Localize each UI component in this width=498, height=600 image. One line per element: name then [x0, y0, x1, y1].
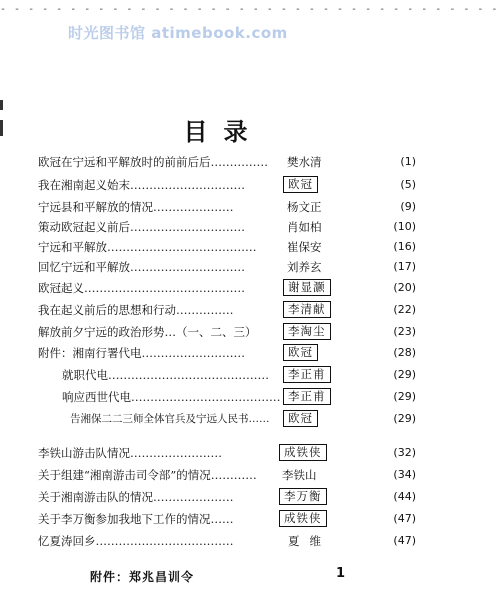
entry-title: 关于组建“湘南游击司令部”的情况…………: [38, 468, 257, 482]
toc-entry: [0, 258, 431, 276]
entry-page: (22): [393, 303, 416, 316]
entry-page: (5): [400, 178, 416, 191]
entry-title: 宁远和平解放…………………………………: [38, 240, 257, 254]
entry-author-stamp: 欧冠: [283, 344, 318, 361]
toc-entry: [0, 388, 431, 406]
entry-author-stamp: 李万衡: [279, 488, 327, 505]
entry-title: 关于湘南游击队的情况…………………: [38, 490, 234, 504]
entry-title: 我在湘南起义始末…………………………: [38, 178, 245, 192]
entry-title: 告湘保二二三师全体官兵及宁远人民书……: [70, 413, 270, 425]
toc-entry: [0, 510, 431, 528]
entry-author: 杨文正: [287, 200, 322, 214]
toc-entry: [0, 238, 431, 256]
entry-page: (1): [400, 155, 416, 168]
toc-entry: [0, 153, 431, 171]
entry-author-stamp: 成铁侠: [279, 444, 327, 461]
entry-author: 李铁山: [282, 468, 317, 482]
appendix-note: 附件：郑兆昌训令: [90, 570, 195, 584]
entry-title: 策动欧冠起义前后…………………………: [38, 220, 245, 234]
page-number: 1: [336, 566, 346, 581]
entry-author-stamp: 欧冠: [283, 410, 318, 427]
toc-entry: [0, 218, 431, 236]
entry-title: 欧冠起义……………………………………: [38, 281, 245, 295]
entry-page: (29): [393, 368, 416, 381]
entry-page: (47): [393, 534, 416, 547]
entry-author-stamp: 李淘尘: [283, 323, 331, 340]
entry-author: 肖如柏: [287, 220, 322, 234]
toc-entry: [0, 444, 431, 462]
entry-author-stamp: 欧冠: [283, 176, 318, 193]
entry-page: (28): [393, 346, 416, 359]
toc-entry: [0, 279, 431, 297]
entry-title: 李铁山游击队情况……………………: [38, 446, 222, 460]
entry-title: 附件：湘南行署代电………………………: [38, 346, 245, 360]
toc-entry: [0, 410, 431, 428]
entry-page: (29): [393, 412, 416, 425]
entry-page: (23): [393, 325, 416, 338]
entry-title: 回忆宁远和平解放…………………………: [38, 260, 245, 274]
toc-entry: [0, 532, 431, 550]
entry-author-stamp: 李正甫: [283, 388, 331, 405]
entry-author: 刘养玄: [287, 260, 322, 274]
entry-author: 夏维: [288, 534, 331, 548]
top-dash-line: - - - - - - - - - - - - - - - - - - - - - - - - - - - - - - - - - - - -: [0, 4, 498, 15]
entry-page: (10): [393, 220, 416, 233]
entry-title: 就职代电……………………………………: [62, 368, 269, 382]
entry-author: 樊水清: [287, 155, 322, 169]
toc-entry: [0, 301, 431, 319]
entry-page: (17): [393, 260, 416, 273]
entry-page: (47): [393, 512, 416, 525]
entry-title: 宁远县和平解放的情况…………………: [38, 200, 234, 214]
entry-title: 关于李万衡参加我地下工作的情况……: [38, 512, 234, 526]
watermark-text: 时光图书馆 atimebook.com: [68, 24, 288, 42]
entry-page: (29): [393, 390, 416, 403]
entry-page: (44): [393, 490, 416, 503]
entry-page: (20): [393, 281, 416, 294]
entry-author-stamp: 成铁侠: [279, 510, 327, 527]
entry-page: (9): [400, 200, 416, 213]
entry-author-stamp: 李正甫: [283, 366, 331, 383]
toc-entry: [0, 488, 431, 506]
entry-title: 解放前夕宁远的政治形势…（一、二、三）: [38, 325, 257, 339]
toc-entry: [0, 323, 431, 341]
toc-entry: [0, 344, 431, 362]
entry-author: 崔保安: [287, 240, 322, 254]
entry-title: 我在起义前后的思想和行动……………: [38, 303, 234, 317]
toc-entry: [0, 198, 431, 216]
toc-entry: [0, 466, 431, 484]
entry-page: (16): [393, 240, 416, 253]
entry-author-stamp: 李清献: [283, 301, 331, 318]
entry-page: (32): [393, 446, 416, 459]
entry-title: 响应西世代电…………………………………: [62, 390, 281, 404]
entry-author-stamp: 谢显灏: [283, 279, 331, 296]
toc-entry: [0, 366, 431, 384]
entry-page: (34): [393, 468, 416, 481]
margin-mark: [0, 100, 3, 110]
entry-title: 欧冠在宁远和平解放时的前前后后……………: [38, 155, 268, 169]
page-title: 目录: [183, 118, 264, 146]
toc-entry: [0, 176, 431, 194]
entry-title: 忆夏涛回乡………………………………: [38, 534, 234, 548]
